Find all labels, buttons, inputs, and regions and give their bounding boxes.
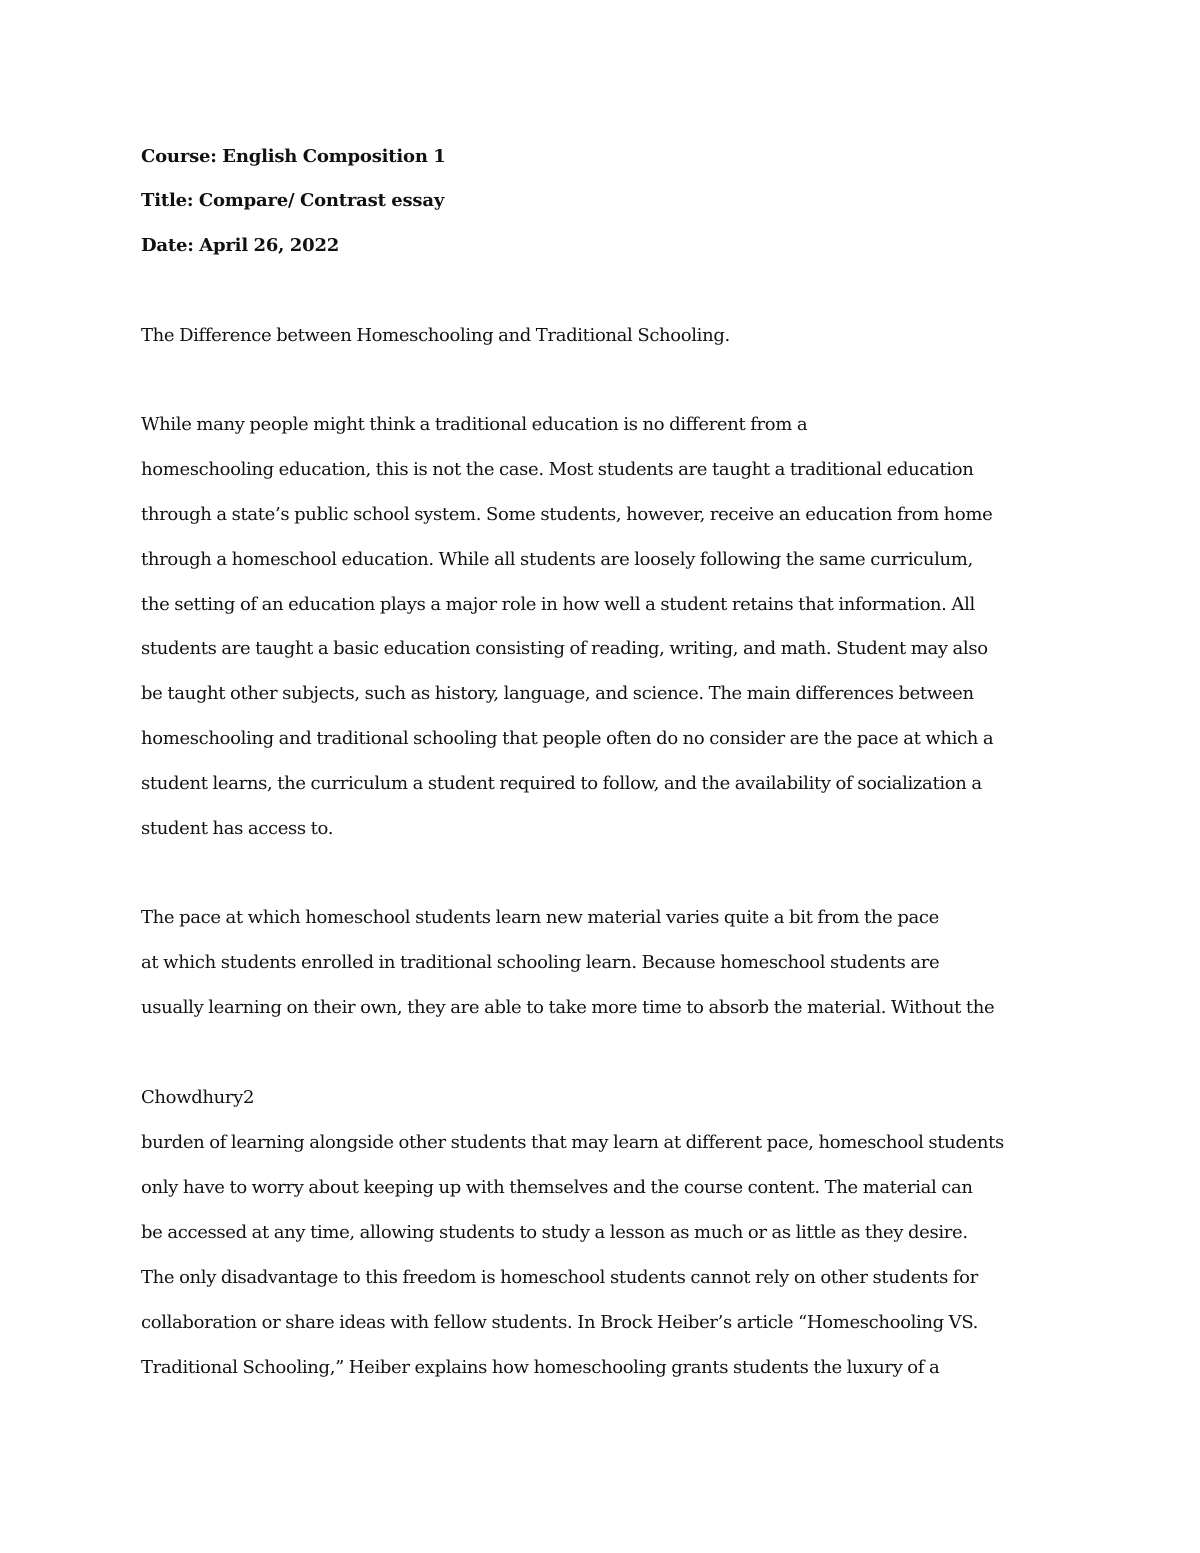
running-page-header: Chowdhury2	[141, 1087, 255, 1108]
paragraph-line: the setting of an education plays a major role in how well a student retains that information. All	[141, 594, 975, 615]
paragraph-line: While many people might think a traditional education is no different from a	[141, 414, 808, 435]
paragraph-line: burden of learning alongside other students that may learn at different pace, homeschool students	[141, 1132, 1004, 1153]
paragraph-line: be accessed at any time, allowing students to study a lesson as much or as little as they desire.	[141, 1222, 968, 1243]
date-line: Date: April 26, 2022	[141, 235, 340, 256]
paragraph-line: through a state’s public school system. Some students, however, receive an education from home	[141, 504, 993, 525]
essay-title: The Difference between Homeschooling and Traditional Schooling.	[141, 325, 730, 346]
paragraph-line: Traditional Schooling,” Heiber explains how homeschooling grants students the luxury of a	[141, 1357, 940, 1378]
paragraph-line: only have to worry about keeping up with themselves and the course content. The material can	[141, 1177, 973, 1198]
paragraph-line: students are taught a basic education consisting of reading, writing, and math. Student may also	[141, 638, 988, 659]
paragraph-line: collaboration or share ideas with fellow students. In Brock Heiber’s article “Homeschooling VS.	[141, 1312, 979, 1333]
title-line: Title: Compare/ Contrast essay	[141, 190, 445, 211]
paragraph-line: The pace at which homeschool students learn new material varies quite a bit from the pace	[141, 907, 939, 928]
paragraph-line: be taught other subjects, such as history, language, and science. The main differences between	[141, 683, 974, 704]
paragraph-line: through a homeschool education. While all students are loosely following the same curriculum,	[141, 549, 973, 570]
paragraph-line: student learns, the curriculum a student required to follow, and the availability of socialization a	[141, 773, 982, 794]
paragraph-line: student has access to.	[141, 818, 334, 839]
paragraph-line: The only disadvantage to this freedom is homeschool students cannot rely on other students for	[141, 1267, 978, 1288]
paragraph-line: homeschooling education, this is not the case. Most students are taught a traditional education	[141, 459, 974, 480]
paragraph-line: usually learning on their own, they are able to take more time to absorb the material. Without the	[141, 997, 995, 1018]
paragraph-line: at which students enrolled in traditional schooling learn. Because homeschool students are	[141, 952, 940, 973]
paragraph-line: homeschooling and traditional schooling that people often do no consider are the pace at which a	[141, 728, 994, 749]
course-line: Course: English Composition 1	[141, 146, 446, 167]
